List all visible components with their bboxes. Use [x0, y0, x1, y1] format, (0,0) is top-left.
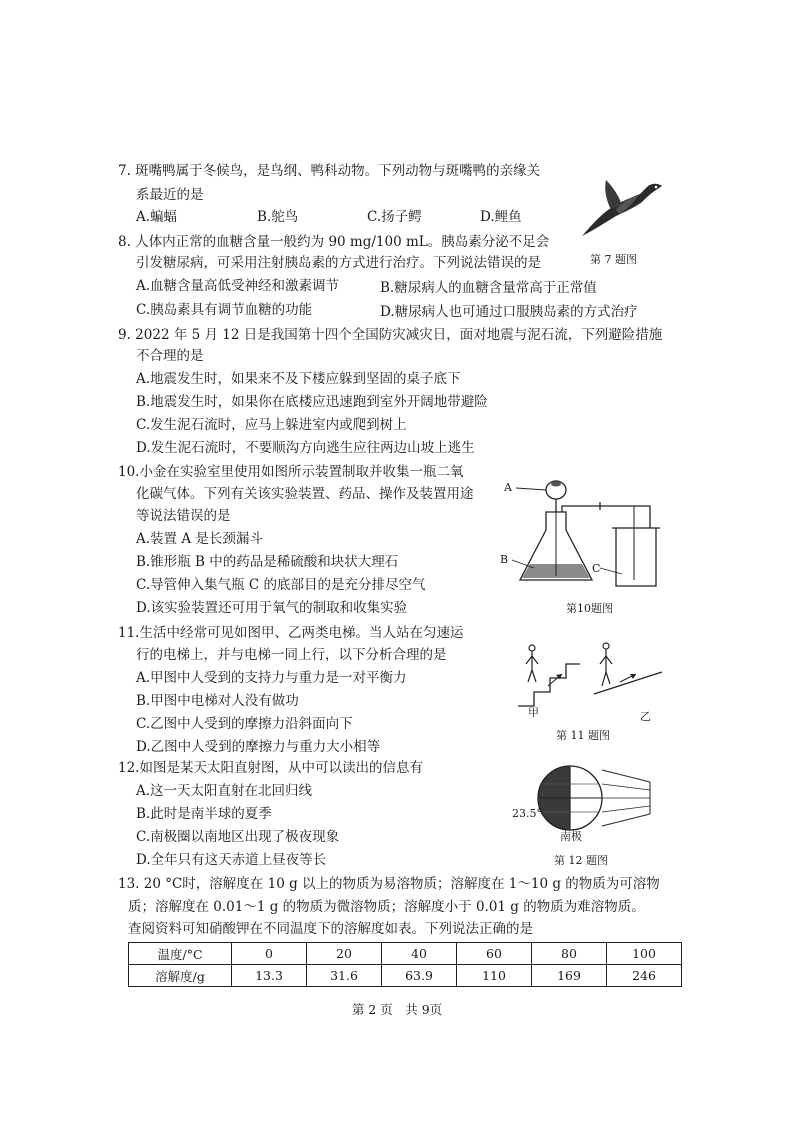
- q10-option-c: C.导管伸入集气瓶 C 的底部目的是充分排尽空气: [136, 577, 426, 593]
- q8-option-b: B.糖尿病人的血糖含量常高于正常值: [380, 280, 597, 296]
- table-cell: 100: [607, 943, 682, 965]
- q11-option-a: A.甲图中人受到的支持力与重力是一对平衡力: [136, 670, 407, 686]
- q9-option-c: C.发生泥石流时，应马上躲进室内或爬到树上: [136, 417, 407, 433]
- table-cell: 60: [457, 943, 532, 965]
- q9-option-d: D.发生泥石流时，不要顺沟方向逃生应往两边山坡上逃生: [136, 440, 475, 456]
- table-header-temperature: 温度/°C: [129, 943, 232, 965]
- q13-stem-line1: 13. 20 °C时，溶解度在 10 g 以上的物质为易溶物质；溶解度在 1～10 g 的物质为可溶物: [118, 876, 660, 892]
- table-cell: 0: [232, 943, 307, 965]
- q8-option-d: D.糖尿病人也可通过口服胰岛素的方式治疗: [380, 304, 638, 320]
- q10-option-b: B.锥形瓶 B 中的药品是稀硫酸和块状大理石: [136, 554, 399, 570]
- q11-label-yi: 乙: [640, 710, 651, 723]
- co2-apparatus-diagram: [500, 472, 670, 594]
- solubility-table: [128, 942, 682, 987]
- q9-option-b: B.地震发生时，如果你在底楼应迅速跑到室外开阔地带避险: [136, 394, 488, 410]
- table-row-solubility: [129, 965, 682, 987]
- q8-option-a: A.血糖含量高低受神经和激素调节: [136, 278, 340, 294]
- q11-option-b: B.甲图中电梯对人没有做功: [136, 693, 299, 709]
- table-cell: 63.9: [382, 965, 457, 987]
- table-cell: 31.6: [307, 965, 382, 987]
- table-header-solubility: 溶解度/g: [129, 965, 232, 987]
- q10-label-a: A: [504, 481, 512, 494]
- q11-stem-line2: 行的电梯上，并与电梯一同上行，以下分析合理的是: [136, 647, 447, 663]
- table-cell: 80: [532, 943, 607, 965]
- q9-option-a: A.地震发生时，如果来不及下楼应躲到坚固的桌子底下: [136, 371, 461, 387]
- q7-option-a: A.蝙蝠: [136, 209, 178, 225]
- q8-stem-line1: 8. 人体内正常的血糖含量一般约为 90 mg/100 mL。胰岛素分泌不足会: [118, 234, 550, 250]
- q10-figure-caption: 第10题图: [566, 602, 613, 615]
- q10-option-a: A.装置 A 是长颈漏斗: [136, 531, 263, 547]
- q7-option-d: D.鲤鱼: [480, 209, 522, 225]
- q12-label-angle: 23.5°: [512, 807, 542, 820]
- q11-option-d: D.乙图中人受到的摩擦力与重力大小相等: [136, 739, 381, 755]
- table-cell: 246: [607, 965, 682, 987]
- q10-label-b: B: [500, 553, 509, 566]
- q11-option-c: C.乙图中人受到的摩擦力沿斜面向下: [136, 716, 353, 732]
- q8-option-c: C.胰岛素具有调节血糖的功能: [136, 302, 313, 318]
- q11-stem-line1: 11.生活中经常可见如图甲、乙两类电梯。当人站在匀速运: [118, 625, 464, 641]
- sun-direct-diagram: [530, 764, 654, 834]
- q13-stem-line3: 查阅资料可知硝酸钾在不同温度下的溶解度如表。下列说法正确的是: [128, 921, 533, 937]
- q7-figure-caption: 第 7 题图: [590, 253, 637, 266]
- q12-option-c: C.南极圈以南地区出现了极夜现象: [136, 829, 340, 845]
- q7-option-c: C.扬子鳄: [367, 209, 422, 225]
- q10-stem-line1: 10.小金在实验室里使用如图所示装置制取并收集一瓶二氧: [118, 464, 464, 480]
- q12-label-pole: 南极: [560, 830, 582, 843]
- q11-figure-caption: 第 11 题图: [556, 729, 610, 742]
- q7-stem-line2: 系最近的是: [136, 187, 204, 203]
- table-cell: 13.3: [232, 965, 307, 987]
- q13-stem-line2: 质；溶解度在 0.01～1 g 的物质为微溶物质；溶解度小于 0.01 g 的物质为难溶物质。: [128, 899, 645, 915]
- q10-stem-line2: 化碳气体。下列有关该实验装置、药品、操作及装置用途: [136, 486, 474, 502]
- q10-label-c: C: [592, 562, 601, 575]
- table-cell: 20: [307, 943, 382, 965]
- q7-stem-line1: 7. 斑嘴鸭属于冬候鸟，是鸟纲、鸭科动物。下列动物与斑嘴鸭的亲缘关: [118, 163, 541, 179]
- q10-stem-line3: 等说法错误的是: [136, 508, 231, 524]
- q10-option-d: D.该实验装置还可用于氧气的制取和收集实验: [136, 600, 408, 616]
- duck-illustration: [576, 176, 670, 242]
- q12-option-b: B.此时是南半球的夏季: [136, 806, 272, 822]
- table-cell: 40: [382, 943, 457, 965]
- q12-figure-caption: 第 12 题图: [554, 854, 608, 867]
- q12-stem-line1: 12.如图是某天太阳直射图，从中可以读出的信息有: [118, 760, 423, 776]
- q12-option-a: A.这一天太阳直射在北回归线: [136, 783, 313, 799]
- q8-stem-line2: 引发糖尿病，可采用注射胰岛素的方式进行治疗。下列说法错误的是: [136, 255, 541, 271]
- q7-option-b: B.鸵鸟: [257, 209, 299, 225]
- q12-option-d: D.全年只有这天赤道上昼夜等长: [136, 852, 327, 868]
- q11-label-jia: 甲: [528, 706, 539, 719]
- table-cell: 169: [532, 965, 607, 987]
- table-cell: 110: [457, 965, 532, 987]
- q9-stem-line1: 9. 2022 年 5 月 12 日是我国第十四个全国防灾减灾日，面对地震与泥石流，下列避险措施: [118, 327, 663, 343]
- q9-stem-line2: 不合理的是: [136, 348, 204, 364]
- page-footer: 第 2 页 共 9页: [351, 1002, 443, 1017]
- table-row-temperature: [129, 943, 682, 965]
